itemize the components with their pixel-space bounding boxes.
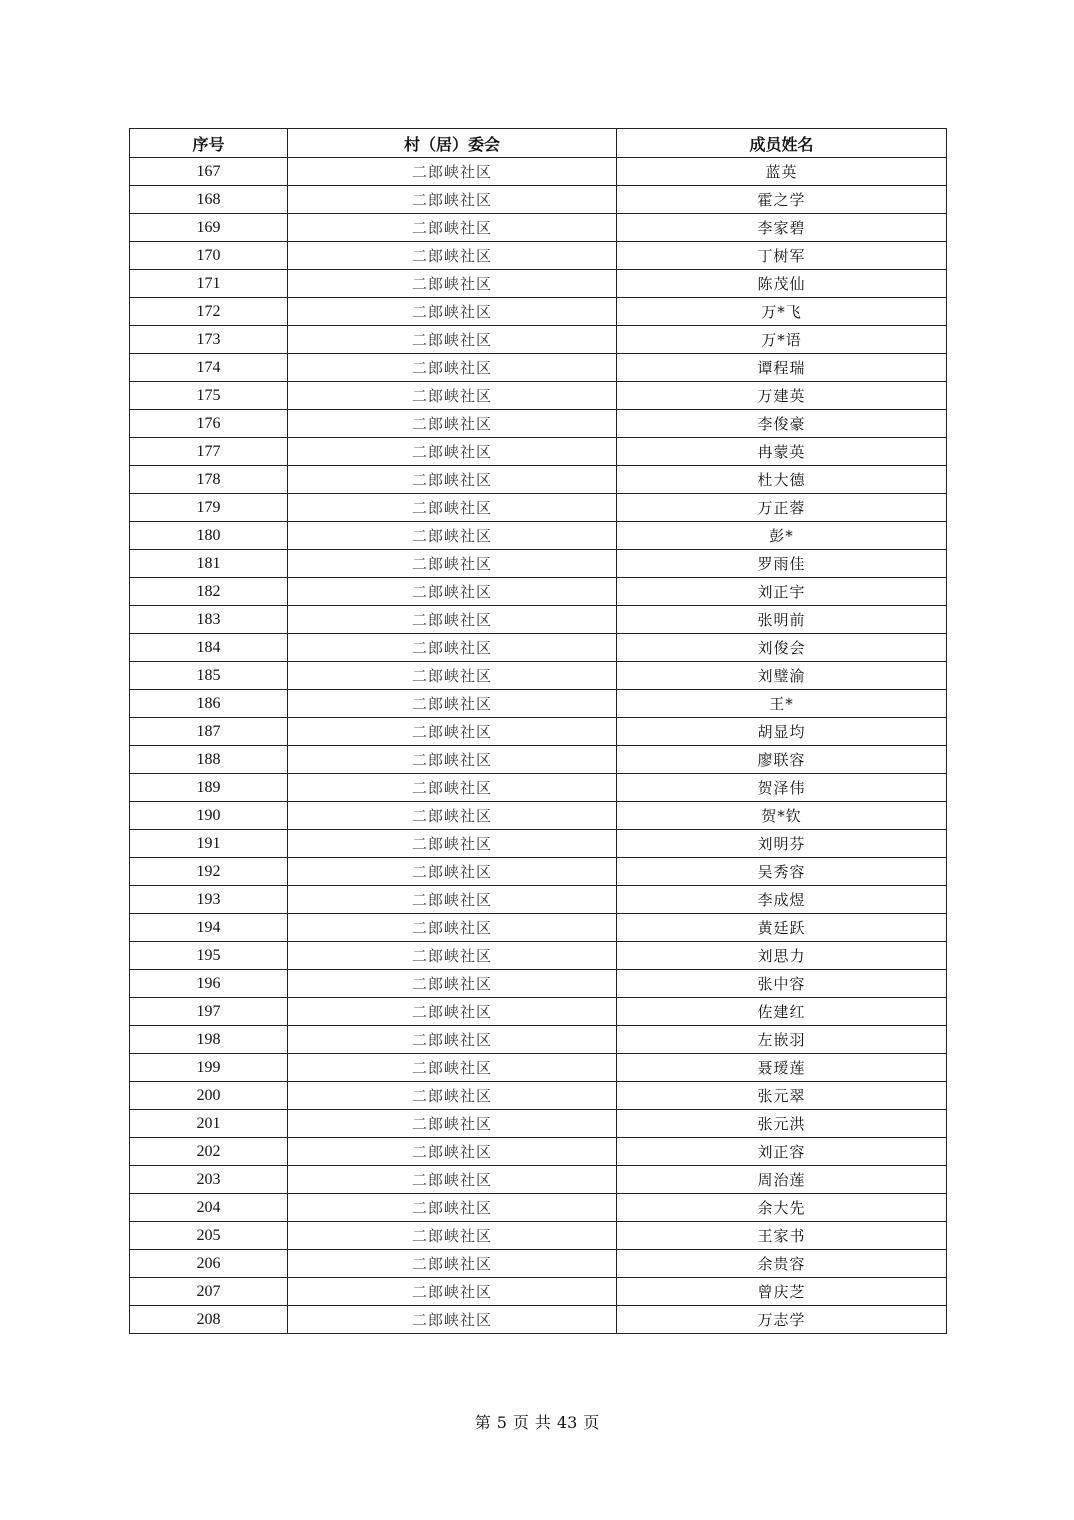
cell-village-committee: 二郎峡社区: [288, 1194, 617, 1222]
header-row: [130, 129, 947, 158]
table-row: [130, 718, 947, 746]
page-footer: [0, 1410, 1074, 1433]
cell-serial-number: 206: [130, 1250, 288, 1278]
footer-prefix: 第: [474, 1413, 491, 1432]
cell-village-committee: 二郎峡社区: [288, 466, 617, 494]
table-row: [130, 914, 947, 942]
cell-serial-number: 207: [130, 1278, 288, 1306]
cell-serial-number: 201: [130, 1110, 288, 1138]
table-row: [130, 606, 947, 634]
cell-village-committee: 二郎峡社区: [288, 158, 617, 186]
cell-village-committee: 二郎峡社区: [288, 830, 617, 858]
cell-village-committee: 二郎峡社区: [288, 970, 617, 998]
cell-member-name: 胡显均: [617, 718, 947, 746]
header-village-committee: 村（居）委会: [288, 129, 617, 158]
table-row: [130, 1306, 947, 1334]
cell-serial-number: 197: [130, 998, 288, 1026]
cell-serial-number: 208: [130, 1306, 288, 1334]
table-row: [130, 858, 947, 886]
table-row: [130, 1082, 947, 1110]
cell-village-committee: 二郎峡社区: [288, 802, 617, 830]
cell-serial-number: 186: [130, 690, 288, 718]
cell-member-name: 左嵌羽: [617, 1026, 947, 1054]
cell-member-name: 罗雨佳: [617, 550, 947, 578]
table-row: [130, 382, 947, 410]
cell-serial-number: 200: [130, 1082, 288, 1110]
cell-member-name: 聂瑷莲: [617, 1054, 947, 1082]
cell-serial-number: 176: [130, 410, 288, 438]
table-row: [130, 1054, 947, 1082]
cell-village-committee: 二郎峡社区: [288, 1138, 617, 1166]
cell-serial-number: 183: [130, 606, 288, 634]
table-row: [130, 886, 947, 914]
cell-serial-number: 175: [130, 382, 288, 410]
cell-serial-number: 194: [130, 914, 288, 942]
cell-serial-number: 179: [130, 494, 288, 522]
cell-village-committee: 二郎峡社区: [288, 1026, 617, 1054]
cell-member-name: 黄廷跃: [617, 914, 947, 942]
cell-village-committee: 二郎峡社区: [288, 718, 617, 746]
cell-village-committee: 二郎峡社区: [288, 438, 617, 466]
cell-member-name: 丁树军: [617, 242, 947, 270]
cell-village-committee: 二郎峡社区: [288, 774, 617, 802]
table-row: [130, 214, 947, 242]
table-row: [130, 1250, 947, 1278]
table-row: [130, 522, 947, 550]
cell-serial-number: 204: [130, 1194, 288, 1222]
cell-village-committee: 二郎峡社区: [288, 942, 617, 970]
cell-serial-number: 167: [130, 158, 288, 186]
cell-serial-number: 184: [130, 634, 288, 662]
table-row: [130, 634, 947, 662]
cell-village-committee: 二郎峡社区: [288, 1306, 617, 1334]
cell-village-committee: 二郎峡社区: [288, 1054, 617, 1082]
header-serial-number: 序号: [130, 129, 288, 158]
cell-member-name: 霍之学: [617, 186, 947, 214]
cell-village-committee: 二郎峡社区: [288, 886, 617, 914]
table-row: [130, 410, 947, 438]
table-row: [130, 830, 947, 858]
table-row: [130, 494, 947, 522]
table-row: [130, 690, 947, 718]
table-row: [130, 998, 947, 1026]
cell-member-name: 张明前: [617, 606, 947, 634]
table-body: [130, 158, 947, 1334]
table-row: [130, 550, 947, 578]
cell-member-name: 王家书: [617, 1222, 947, 1250]
cell-member-name: 张中容: [617, 970, 947, 998]
cell-village-committee: 二郎峡社区: [288, 214, 617, 242]
table-row: [130, 186, 947, 214]
cell-member-name: 李成煜: [617, 886, 947, 914]
table-row: [130, 1222, 947, 1250]
footer-page-number: 5: [496, 1413, 507, 1432]
cell-member-name: 蓝英: [617, 158, 947, 186]
cell-village-committee: 二郎峡社区: [288, 550, 617, 578]
cell-serial-number: 193: [130, 886, 288, 914]
cell-village-committee: 二郎峡社区: [288, 1166, 617, 1194]
cell-serial-number: 168: [130, 186, 288, 214]
cell-serial-number: 202: [130, 1138, 288, 1166]
cell-member-name: 万建英: [617, 382, 947, 410]
cell-member-name: 彭*: [617, 522, 947, 550]
footer-total-unit: 页: [583, 1413, 600, 1432]
cell-serial-number: 177: [130, 438, 288, 466]
cell-member-name: 冉蒙英: [617, 438, 947, 466]
cell-serial-number: 178: [130, 466, 288, 494]
cell-village-committee: 二郎峡社区: [288, 186, 617, 214]
cell-village-committee: 二郎峡社区: [288, 1222, 617, 1250]
table-row: [130, 746, 947, 774]
cell-serial-number: 190: [130, 802, 288, 830]
table-row: [130, 942, 947, 970]
member-roster-table: [129, 128, 947, 1334]
cell-member-name: 余大先: [617, 1194, 947, 1222]
table-row: [130, 1278, 947, 1306]
table-row: [130, 270, 947, 298]
cell-member-name: 李家碧: [617, 214, 947, 242]
cell-serial-number: 185: [130, 662, 288, 690]
table-row: [130, 1138, 947, 1166]
table-row: [130, 242, 947, 270]
cell-member-name: 周治莲: [617, 1166, 947, 1194]
cell-member-name: 曾庆芝: [617, 1278, 947, 1306]
cell-serial-number: 189: [130, 774, 288, 802]
cell-member-name: 贺泽伟: [617, 774, 947, 802]
cell-serial-number: 169: [130, 214, 288, 242]
cell-village-committee: 二郎峡社区: [288, 606, 617, 634]
cell-village-committee: 二郎峡社区: [288, 242, 617, 270]
cell-member-name: 张元翠: [617, 1082, 947, 1110]
table-row: [130, 298, 947, 326]
cell-village-committee: 二郎峡社区: [288, 914, 617, 942]
table-row: [130, 1026, 947, 1054]
cell-member-name: 王*: [617, 690, 947, 718]
header-member-name: 成员姓名: [617, 129, 947, 158]
table-row: [130, 662, 947, 690]
cell-serial-number: 174: [130, 354, 288, 382]
cell-member-name: 谭程瑞: [617, 354, 947, 382]
cell-village-committee: 二郎峡社区: [288, 270, 617, 298]
cell-member-name: 杜大德: [617, 466, 947, 494]
cell-serial-number: 187: [130, 718, 288, 746]
cell-village-committee: 二郎峡社区: [288, 746, 617, 774]
table-row: [130, 970, 947, 998]
cell-serial-number: 192: [130, 858, 288, 886]
cell-village-committee: 二郎峡社区: [288, 298, 617, 326]
footer-total-prefix: 共: [534, 1413, 551, 1432]
cell-village-committee: 二郎峡社区: [288, 494, 617, 522]
cell-serial-number: 172: [130, 298, 288, 326]
cell-member-name: 廖联容: [617, 746, 947, 774]
cell-serial-number: 203: [130, 1166, 288, 1194]
table-row: [130, 354, 947, 382]
cell-village-committee: 二郎峡社区: [288, 354, 617, 382]
cell-village-committee: 二郎峡社区: [288, 858, 617, 886]
cell-serial-number: 198: [130, 1026, 288, 1054]
table-header: [130, 129, 947, 158]
cell-village-committee: 二郎峡社区: [288, 1278, 617, 1306]
cell-village-committee: 二郎峡社区: [288, 578, 617, 606]
cell-member-name: 刘俊会: [617, 634, 947, 662]
cell-village-committee: 二郎峡社区: [288, 634, 617, 662]
footer-page-unit: 页: [512, 1413, 529, 1432]
cell-member-name: 万*飞: [617, 298, 947, 326]
cell-member-name: 吴秀容: [617, 858, 947, 886]
cell-village-committee: 二郎峡社区: [288, 1082, 617, 1110]
table-row: [130, 1194, 947, 1222]
cell-serial-number: 181: [130, 550, 288, 578]
cell-member-name: 刘正宇: [617, 578, 947, 606]
cell-village-committee: 二郎峡社区: [288, 1250, 617, 1278]
cell-serial-number: 182: [130, 578, 288, 606]
table-row: [130, 1166, 947, 1194]
cell-village-committee: 二郎峡社区: [288, 410, 617, 438]
table-row: [130, 466, 947, 494]
cell-serial-number: 170: [130, 242, 288, 270]
cell-serial-number: 195: [130, 942, 288, 970]
cell-village-committee: 二郎峡社区: [288, 522, 617, 550]
cell-serial-number: 188: [130, 746, 288, 774]
table-row: [130, 774, 947, 802]
cell-village-committee: 二郎峡社区: [288, 382, 617, 410]
table-row: [130, 1110, 947, 1138]
cell-member-name: 佐建红: [617, 998, 947, 1026]
cell-member-name: 余贵容: [617, 1250, 947, 1278]
cell-member-name: 刘正容: [617, 1138, 947, 1166]
cell-member-name: 刘明芬: [617, 830, 947, 858]
cell-member-name: 万正蓉: [617, 494, 947, 522]
cell-serial-number: 171: [130, 270, 288, 298]
table-row: [130, 438, 947, 466]
cell-serial-number: 191: [130, 830, 288, 858]
table-row: [130, 802, 947, 830]
cell-member-name: 陈茂仙: [617, 270, 947, 298]
cell-serial-number: 173: [130, 326, 288, 354]
cell-serial-number: 196: [130, 970, 288, 998]
table-row: [130, 158, 947, 186]
cell-serial-number: 199: [130, 1054, 288, 1082]
cell-member-name: 张元洪: [617, 1110, 947, 1138]
cell-village-committee: 二郎峡社区: [288, 662, 617, 690]
cell-serial-number: 205: [130, 1222, 288, 1250]
cell-village-committee: 二郎峡社区: [288, 326, 617, 354]
cell-village-committee: 二郎峡社区: [288, 998, 617, 1026]
cell-member-name: 贺*钦: [617, 802, 947, 830]
footer-total-pages: 43: [556, 1413, 578, 1432]
table-row: [130, 326, 947, 354]
cell-village-committee: 二郎峡社区: [288, 1110, 617, 1138]
cell-member-name: 刘璧渝: [617, 662, 947, 690]
cell-member-name: 刘思力: [617, 942, 947, 970]
cell-village-committee: 二郎峡社区: [288, 690, 617, 718]
cell-serial-number: 180: [130, 522, 288, 550]
cell-member-name: 万*语: [617, 326, 947, 354]
cell-member-name: 万志学: [617, 1306, 947, 1334]
cell-member-name: 李俊豪: [617, 410, 947, 438]
table-row: [130, 578, 947, 606]
